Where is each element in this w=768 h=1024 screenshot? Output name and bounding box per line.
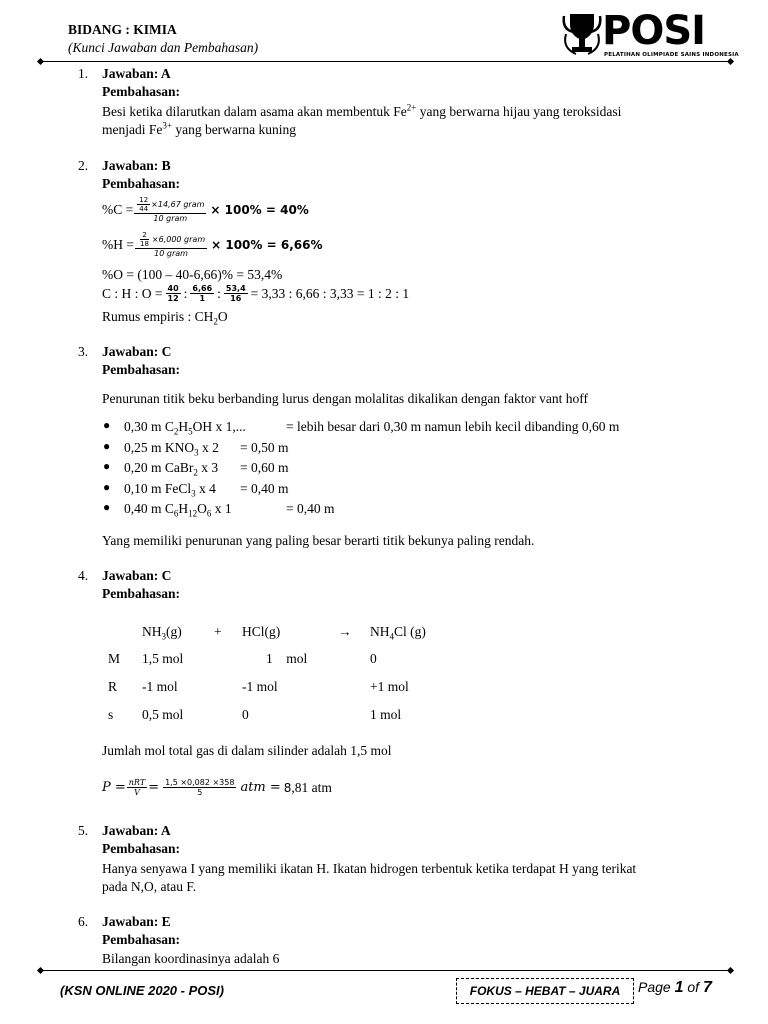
mol-table-row-label: s [108,707,114,722]
bullet-marker: ● [103,418,111,432]
explanation-label: Pembahasan: [102,176,181,191]
answer-label: Jawaban: B [102,158,171,173]
explanation-label: Pembahasan: [102,586,181,601]
mol-table-cell: +1 mol [370,679,409,694]
rule-end-marker [37,967,44,974]
logo-wordmark: POSI [602,8,706,54]
mol-table-cell: -1 mol [142,679,178,694]
mole-ratio-equation: C : H : O = $\frac{40}{12}$ : $\frac{6,66}{1}$ : $\frac{53,4}{16}$ = 3,33 : 6,66 : 3,33 = 1 : 2 : 1 [102,284,410,303]
list-item-result: = 0,40 m [240,481,289,496]
bullet-marker: ● [103,500,111,514]
list-item: 0,10 m FeCl$_3$ x 4 [124,481,216,499]
explanation-label: Pembahasan: [102,362,181,377]
question-number: 4. [78,568,89,583]
bullet-marker: ● [103,439,111,453]
list-item-result: = 0,40 m [286,501,335,516]
answer-label: Jawaban: E [102,914,171,929]
mol-table-cell: 1 mol [370,707,402,722]
empirical-formula-line: Rumus empiris : $CH_2O$ [102,309,228,327]
mol-table-cell: 1,5 mol [142,651,184,666]
list-item-result: = 0,50 m [240,440,289,455]
carbon-percent-equation: %C = $\frac{12}{44}$ ×14,67 gram 10 gram × 100% = 40% [102,196,309,223]
footer-event-name: (KSN ONLINE 2020 - POSI) [60,983,224,998]
oxygen-percent-line: %O = (100 – 40-6,66)% = 53,4% [102,267,283,282]
page-indicator: Page 1 of 7 [638,979,712,996]
question-number: 1. [78,66,89,81]
plus-sign: + [214,624,222,639]
answer-label: Jawaban: A [102,823,171,838]
question-number: 6. [78,914,89,929]
list-item-result: = lebih besar dari 0,30 m namun lebih kecil dibanding 0,60 m [286,419,620,434]
posi-logo [560,8,739,60]
reaction-arrow: → [338,624,352,639]
explanation-label: Pembahasan: [102,84,181,99]
trophy-icon [562,10,602,60]
mol-table-row-label: R [108,679,118,694]
pressure-equation: P = $\frac{\text{nRT}}{V}$ = $\frac{1,5 \times 0,082 \times 358}{5}$ atm = 8 ,81 atm [102,778,332,797]
mol-table-cell: 0 [370,651,377,666]
answer-label: Jawaban: C [102,568,172,583]
explanation-text: Yang memiliki penurunan yang paling besar berarti titik bekunya paling rendah. [102,533,535,548]
list-item: 0,20 m CaBr$_2$ x 3 [124,460,219,478]
answer-label: Jawaban: A [102,66,171,81]
footer-rule [40,970,730,971]
list-item-result: = 0,60 m [240,460,289,475]
footer-motto-box [456,978,634,1004]
question-number: 3. [78,344,89,359]
logo-tagline: PELATIHAN OLIMPIADE SAINS INDONESIA [604,52,739,58]
explanation-text: Hanya senyawa I yang memiliki ikatan H. Ikatan hidrogen terbentuk ketika terdapat H yang terikat [102,861,637,876]
question-number: 2. [78,158,89,173]
mol-table-cell: 0,5 mol [142,707,184,722]
explanation-text: Besi ketika dilarutkan dalam asama akan membentuk $Fe^{2+}$ yang berwarna hijau yang teroksidasi [102,102,622,119]
document-subtitle: (Kunci Jawaban dan Pembahasan) [68,40,259,55]
explanation-text: menjadi $Fe^{3+}$ yang berwarna kuning [102,120,297,137]
rule-end-marker [727,58,734,65]
explanation-text: Jumlah mol total gas di dalam silinder adalah 1,5 mol [102,743,392,758]
explanation-label: Pembahasan: [102,841,181,856]
question-number: 5. [78,823,89,838]
explanation-text: Bilangan koordinasinya adalah 6 [102,951,280,966]
explanation-label: Pembahasan: [102,932,181,947]
reactant-nh3: $NH_3(g)$ [142,624,182,642]
answer-label: Jawaban: C [102,344,172,359]
explanation-text: pada N,O, atau F. [102,879,197,894]
bullet-marker: ● [103,459,111,473]
bullet-marker: ● [103,480,111,494]
list-item: 0,30 m $C_2H_5OH$ x 1,... [124,419,246,437]
rule-end-marker [727,967,734,974]
list-item: 0,40 m $C_6H_{12}O_6$ x 1 [124,501,232,519]
hydrogen-percent-equation: %H = $\frac{2}{18}$ ×6,000 gram 10 gram × 100% = 6,66% [102,231,323,258]
product-nh4cl: $NH_4Cl$ (g) [370,624,426,642]
mol-table-cell: 0 [242,707,249,722]
subject-heading: BIDANG : KIMIA [68,22,177,37]
list-item: 0,25 m $KNO_3$ x 2 [124,440,219,458]
reactant-hcl: HCl(g) [242,624,281,639]
mol-table-cell: 1 mol [266,651,308,666]
mol-table-cell: -1 mol [242,679,278,694]
explanation-text: Penurunan titik beku berbanding lurus dengan molalitas dikalikan dengan faktor vant hoff [102,391,589,406]
header-rule [40,61,730,62]
footer-motto: FOKUS – HEBAT – JUARA [469,984,621,998]
mol-table-row-label: M [108,651,121,666]
rule-end-marker [37,58,44,65]
